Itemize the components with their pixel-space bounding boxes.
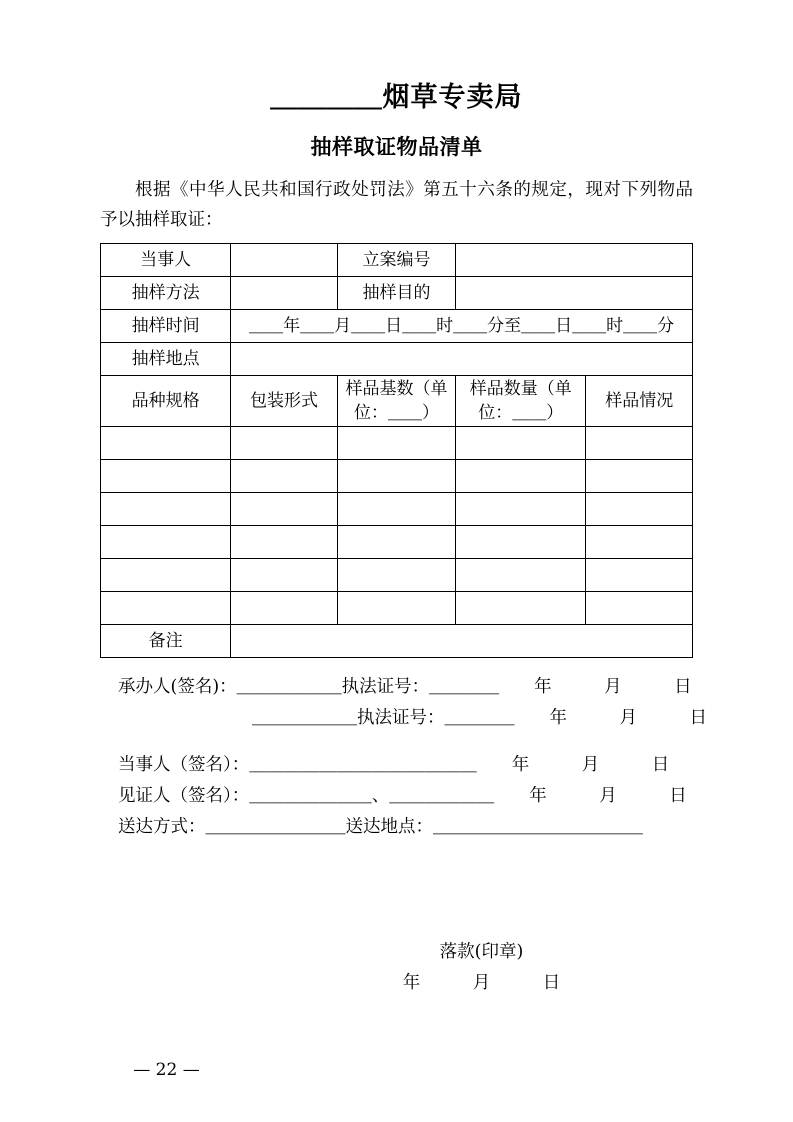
cell-sample-condition[interactable] — [586, 526, 693, 559]
header-sample-condition: 样品情况 — [586, 376, 693, 427]
cell-sample-base[interactable] — [337, 493, 455, 526]
cell-sample-quantity[interactable] — [456, 559, 586, 592]
header-package-form: 包装形式 — [231, 376, 338, 427]
sampling-table — [100, 243, 693, 658]
cell-purpose-label: 抽样目的 — [337, 277, 455, 310]
table-row — [101, 427, 693, 460]
cell-sample-quantity[interactable] — [456, 592, 586, 625]
cell-time-label: 抽样时间 — [101, 310, 231, 343]
cell-case-value[interactable] — [456, 244, 693, 277]
page-number: — 22 — — [133, 1060, 200, 1080]
cell-package-form[interactable] — [231, 493, 338, 526]
cell-purpose-value[interactable] — [456, 277, 693, 310]
cell-variety-spec[interactable] — [101, 592, 231, 625]
cell-sample-condition[interactable] — [586, 592, 693, 625]
header-sample-base: 样品基数（单位：＿＿） — [337, 376, 455, 427]
table-row — [101, 559, 693, 592]
cell-method-label: 抽样方法 — [101, 277, 231, 310]
table-header-row — [101, 376, 693, 427]
signature-witness[interactable]: 见证人（签名）：＿＿＿＿＿＿＿、＿＿＿＿＿＿ 年 月 日 — [118, 786, 687, 807]
cell-sample-base[interactable] — [337, 526, 455, 559]
cell-party-label: 当事人 — [101, 244, 231, 277]
cell-sample-condition[interactable] — [586, 493, 693, 526]
cell-sample-quantity[interactable] — [456, 460, 586, 493]
cell-sample-base[interactable] — [337, 427, 455, 460]
table-row — [101, 526, 693, 559]
page-title: ＿＿＿＿烟草专卖局 — [270, 82, 523, 113]
cell-variety-spec[interactable] — [101, 526, 231, 559]
cell-package-form[interactable] — [231, 526, 338, 559]
cell-variety-spec[interactable] — [101, 559, 231, 592]
cell-sample-condition[interactable] — [586, 460, 693, 493]
table-row-time — [101, 310, 693, 343]
table-row — [101, 460, 693, 493]
cell-remark-value[interactable] — [231, 625, 693, 658]
table-row-party — [101, 244, 693, 277]
cell-place-value[interactable] — [231, 343, 693, 376]
delivery-info[interactable]: 送达方式：＿＿＿＿＿＿＿＿送达地点：＿＿＿＿＿＿＿＿＿＿＿＿ — [118, 817, 643, 838]
cell-variety-spec[interactable] — [101, 427, 231, 460]
signature-spacer — [100, 734, 693, 750]
table-row-place — [101, 343, 693, 376]
cell-package-form[interactable] — [231, 592, 338, 625]
cell-sample-quantity[interactable] — [456, 427, 586, 460]
cell-time-value[interactable]: ＿＿年＿＿月＿＿日＿＿时＿＿分至＿＿日＿＿时＿＿分 — [231, 310, 693, 343]
table-row — [101, 493, 693, 526]
intro-paragraph: 根据《中华人民共和国行政处罚法》第五十六条的规定，现对下列物品予以抽样取证： — [100, 180, 693, 231]
header-variety-spec: 品种规格 — [101, 376, 231, 427]
cell-package-form[interactable] — [231, 559, 338, 592]
signature-party[interactable]: 当事人（签名）：＿＿＿＿＿＿＿＿＿＿＿＿＿ 年 月 日 — [118, 755, 670, 776]
cell-sample-condition[interactable] — [586, 559, 693, 592]
cell-party-value[interactable] — [231, 244, 338, 277]
cell-sample-quantity[interactable] — [456, 493, 586, 526]
cell-variety-spec[interactable] — [101, 493, 231, 526]
cell-method-value[interactable] — [231, 277, 338, 310]
cell-sample-condition[interactable] — [586, 427, 693, 460]
header-sample-quantity: 样品数量（单位：＿＿） — [456, 376, 586, 427]
cell-remark-label: 备注 — [101, 625, 231, 658]
cell-sample-quantity[interactable] — [456, 526, 586, 559]
table-row-method — [101, 277, 693, 310]
cell-package-form[interactable] — [231, 427, 338, 460]
seal-date: 年 月 日 — [402, 973, 561, 994]
page-subtitle: 抽样取证物品清单 — [310, 135, 483, 160]
table-row-remark — [101, 625, 693, 658]
signature-handler-2[interactable]: ＿＿＿＿＿＿执法证号：＿＿＿＿ 年 月 日 — [252, 708, 707, 729]
signature-block — [100, 672, 707, 843]
table-row — [101, 592, 693, 625]
signature-handler-1[interactable]: 承办人(签名)：＿＿＿＿＿＿执法证号：＿＿＿＿ 年 月 日 — [118, 677, 692, 698]
seal-label: 落款(印章) — [439, 942, 524, 963]
cell-case-label: 立案编号 — [337, 244, 455, 277]
cell-sample-base[interactable] — [337, 559, 455, 592]
cell-package-form[interactable] — [231, 460, 338, 493]
cell-sample-base[interactable] — [337, 592, 455, 625]
cell-sample-base[interactable] — [337, 460, 455, 493]
cell-place-label: 抽样地点 — [101, 343, 231, 376]
cell-variety-spec[interactable] — [101, 460, 231, 493]
